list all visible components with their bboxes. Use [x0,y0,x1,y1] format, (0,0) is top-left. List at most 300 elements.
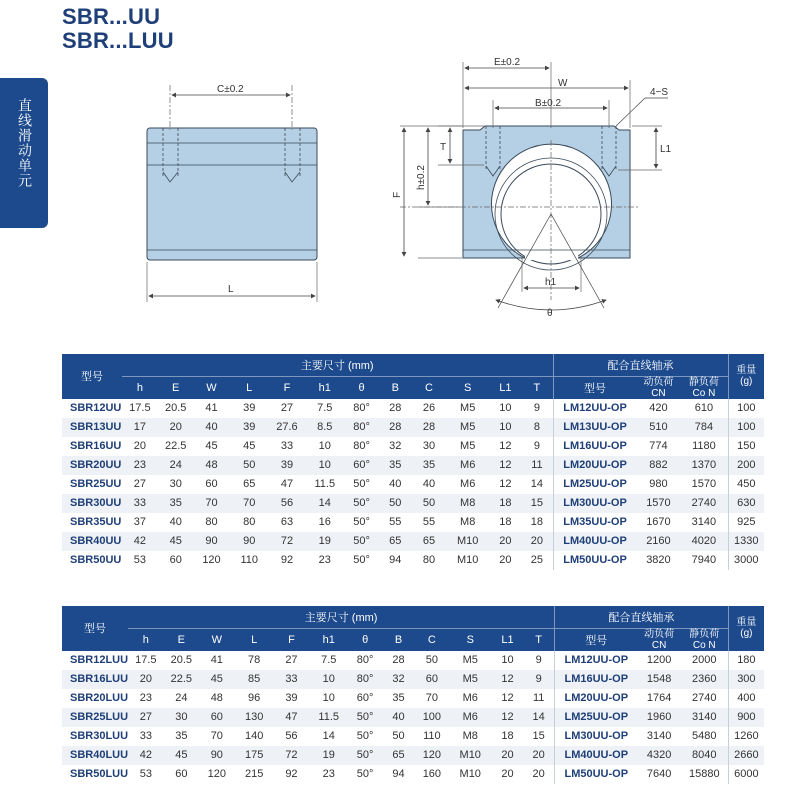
cell-model: SBR30LUU [70,730,129,742]
header-bearing-model: 型号 [553,376,637,399]
table-cell: M5 [446,418,490,437]
table-cell: 7.5 [321,654,337,666]
dim-h-label: h±0.2 [416,165,427,190]
table-cell: 18 [530,516,544,528]
table-cell: 3140 [646,730,672,742]
table-cell: 10 [501,654,514,666]
table-cell: 4320 [637,746,680,765]
table-cell: 40 [422,478,436,490]
table-cell: 35 [378,456,412,475]
table-cell: 882 [637,456,681,475]
cell-bearing-model: LM12UU-OP [553,399,637,418]
table-cell: 17 [122,418,158,437]
table-body-uu [62,399,764,570]
table-cell: 56 [285,730,298,742]
table-cell: 28 [412,418,446,437]
header-dim: T [523,628,554,651]
table-cell: 39 [285,692,298,704]
header-dim: L1 [490,376,522,399]
table-cell: 60 [415,670,448,689]
header-dim: T [521,376,553,399]
table-cell: 11 [521,456,553,475]
table-cell: 33 [274,670,309,689]
table-cell: 980 [649,478,668,490]
header-bearing-group: 配合直线轴承 [553,354,728,376]
table-cell: 47 [280,478,294,490]
table-cell: M5 [449,670,492,689]
table-cell: 400 [728,689,764,708]
dim-w-label: W [558,78,568,89]
table-cell: 24 [175,692,188,704]
table-cell: 9 [523,670,554,689]
table-cell: 37 [133,516,147,528]
table-cell: 5480 [692,730,717,742]
table-cell: 15 [521,494,553,513]
cell-bearing-model: LM12UU-OP [555,651,638,670]
table-cell: 50 [412,494,446,513]
table-cell: 17.5 [129,402,151,414]
table-cell: 12 [499,440,512,452]
table-cell: 150 [728,437,764,456]
technical-drawing [0,0,800,340]
table-cell: 56 [269,494,305,513]
table-cell: M6 [460,478,476,490]
dim-c-label: C±0.2 [217,84,244,95]
table-row [62,437,764,456]
table-cell: 1570 [637,494,681,513]
dim-t-label: T [440,142,447,153]
cell-bearing-model: LM13UU-OP [553,418,637,437]
header-dim: B [382,628,415,651]
table-cell: 80° [353,440,370,452]
table-cell: 100 [728,418,764,437]
table-cell: 28 [392,654,405,666]
table-cell: M6 [462,692,478,704]
table-row [62,494,764,513]
table-cell: 28 [389,402,402,414]
table-cell: 23 [318,554,331,566]
table-cell: 6000 [728,765,764,784]
table-cell: 18 [490,494,522,513]
table-cell: 2740 [680,494,728,513]
table-cell: 27.6 [269,418,305,437]
table-cell: 9 [535,654,542,666]
table-cell: 630 [728,494,764,513]
table-cell: 23 [122,456,158,475]
table-cell: 78 [248,654,261,666]
table-cell: M8 [462,730,478,742]
table-cell: 19 [309,746,348,765]
title-luu: SBR...LUU [62,28,174,53]
table-cell: 20 [128,670,164,689]
cell-bearing-model: LM20UU-OP [553,456,637,475]
table-cell: 65 [378,532,412,551]
cell-bearing-model: LM50UU-OP [555,765,638,784]
table-cell: 20.5 [164,402,187,414]
table-cell: 80 [205,516,218,528]
table-cell: 15880 [688,768,720,780]
cell-bearing-model: LM30UU-OP [555,727,638,746]
table-cell: 925 [728,513,764,532]
table-cell: 60 [169,554,182,566]
table-cell: 14 [305,494,345,513]
table-cell: 9 [533,402,540,414]
table-cell: 45 [243,440,256,452]
table-cell: 90 [199,746,234,765]
table-row [62,670,764,689]
table-cell: 92 [280,554,294,566]
table-row [62,551,764,570]
table-cell: 11.5 [309,708,348,727]
header-dims-group: 主要尺寸 (mm) [128,606,555,628]
header-dim: L1 [492,628,523,651]
table-cell: 50° [356,730,374,742]
table-cell: 24 [158,456,194,475]
header-dim: W [194,376,230,399]
table-cell: 33 [122,494,158,513]
header-dim: E [164,628,200,651]
table-cell: 18 [501,730,514,742]
table-cell: 3140 [681,708,728,727]
table-cell: 7640 [646,768,672,780]
table-cell: 1260 [728,727,764,746]
table-cell: 200 [728,456,764,475]
cell-model: SBR30UU [62,494,122,513]
table-cell: 55 [389,516,402,528]
table-cell: 23 [322,768,335,780]
table-cell: 10 [499,402,512,414]
cell-bearing-model: LM20UU-OP [555,689,638,708]
table-cell: 20 [523,746,554,765]
table-cell: 450 [728,475,764,494]
table-cell: 90 [194,532,230,551]
table-cell: 39 [229,418,269,437]
table-cell: 40 [169,516,182,528]
table-cell: 2160 [637,532,681,551]
front-view [400,62,668,310]
table-row [62,456,764,475]
table-cell: 19 [305,532,345,551]
header-dim: θ [345,376,379,399]
dim-f-label: F [392,191,403,198]
header-dynamic-load: 动负荷 CN [637,628,680,651]
cell-bearing-model: LM40UU-OP [555,746,638,765]
table-cell: 70 [194,494,230,513]
table-cell: 50° [348,708,381,727]
table-cell: 35 [392,692,405,704]
table-cell: 3000 [728,551,764,570]
table-cell: 8 [521,418,553,437]
table-cell: 39 [243,402,256,414]
table-cell: 9 [533,440,540,452]
header-dim: S [449,628,492,651]
header-dim: C [415,628,448,651]
table-cell: 10 [318,440,331,452]
table-cell: 420 [649,402,668,414]
table-cell: 40 [194,418,230,437]
table-cell: 10 [490,418,522,437]
cell-model: SBR20UU [62,456,122,475]
table-cell: 41 [205,402,218,414]
table-cell: 140 [245,730,264,742]
table-cell: 300 [728,670,764,689]
cell-model: SBR16LUU [62,670,128,689]
table-cell: 20 [490,532,522,551]
header-dim: W [199,628,234,651]
table-cell: 40 [389,478,402,490]
cell-model: SBR20LUU [70,692,129,704]
table-cell: 1370 [680,456,728,475]
table-cell: 53 [133,554,147,566]
table-cell: 41 [210,654,223,666]
cell-model: SBR50LUU [70,768,129,780]
table-cell: 12 [492,670,523,689]
table-cell: 4020 [680,532,728,551]
table-cell: 27 [133,478,147,490]
table-cell: 80° [345,418,379,437]
table-cell: 60 [205,478,218,490]
table-cell: 11.5 [314,478,336,490]
table-cell: M6 [446,456,490,475]
cell-model: SBR35UU [70,516,122,528]
table-cell: 22.5 [164,440,187,452]
table-cell: 2740 [692,692,717,704]
table-row [62,513,764,532]
spec-table-luu [62,606,764,784]
table-cell: 11 [532,692,545,704]
table-cell: 55 [422,516,436,528]
header-bearing-group: 配合直线轴承 [555,606,729,628]
cell-model: SBR50UU [70,554,122,566]
dim-h1-label: h1 [545,277,557,288]
table-cell: 100 [415,708,448,727]
table-cell: 16 [318,516,331,528]
table-body-luu [62,651,764,784]
table-cell: 25 [530,554,544,566]
table-cell: 35 [412,456,446,475]
cell-bearing-model: LM25UU-OP [553,475,637,494]
table-cell: 14 [322,730,335,742]
dim-l-label: L [228,284,234,295]
table-cell: 80° [348,670,381,689]
table-cell: 110 [240,554,258,566]
header-dim: h [128,628,164,651]
table-cell: 10 [309,670,348,689]
table-cell: 70 [210,730,223,742]
dim-b-label: B±0.2 [535,98,562,109]
table-cell: 96 [248,692,261,704]
table-cell: 100 [728,399,764,418]
table-cell: 28 [378,418,412,437]
table-cell: 53 [139,768,152,780]
cell-model: SBR25UU [70,478,122,490]
header-dim: C [412,376,446,399]
table-row [62,651,764,670]
header-dim: h [122,376,158,399]
table-cell: 48 [210,692,223,704]
table-cell: 39 [269,456,305,475]
table-cell: 80 [243,516,256,528]
table-cell: 30 [164,708,200,727]
table-cell: 20 [133,440,147,452]
table-cell: 60 [175,768,188,780]
table-cell: 80° [353,402,370,414]
table-cell: 50 [425,654,438,666]
header-dim: E [158,376,194,399]
table-cell: 35 [158,494,194,513]
table-cell: 50° [353,516,370,528]
table-cell: 48 [194,456,230,475]
table-cell: 32 [382,670,415,689]
table-cell: M10 [449,746,492,765]
table-cell: 50° [356,768,374,780]
table-cell: 20 [521,532,553,551]
table-cell: 120 [202,554,221,566]
table-cell: 3820 [646,554,671,566]
table-cell: 1764 [646,692,672,704]
table-cell: 94 [392,768,405,780]
table-row [62,689,764,708]
table-row [62,746,764,765]
dim-theta-label: θ [547,308,553,319]
table-cell: 85 [235,670,274,689]
table-cell: M10 [459,768,481,780]
table-cell: 70 [229,494,269,513]
table-cell: 65 [382,746,415,765]
header-static-load: 静负荷 Co N [681,628,728,651]
cell-model: SBR40LUU [62,746,128,765]
table-cell: 60 [199,708,234,727]
header-dim: L [235,628,274,651]
table-cell: 33 [280,440,294,452]
table-cell: 7.5 [317,402,333,414]
table-cell: 94 [389,554,402,566]
table-cell: M8 [460,516,476,528]
table-cell: 120 [415,746,448,765]
table-cell: 22.5 [164,670,200,689]
table-cell: 42 [128,746,164,765]
title-uu: SBR...UU [62,4,161,29]
table-cell: 14 [530,478,544,490]
header-dim: θ [348,628,381,651]
table-cell: 60° [345,456,379,475]
table-cell: 15 [532,730,545,742]
header-dim: B [378,376,412,399]
dim-l1-label: L1 [660,144,672,155]
table-cell: 20 [532,768,545,780]
cell-bearing-model: LM30UU-OP [553,494,637,513]
table-cell: 26 [422,402,436,414]
cell-model: SBR40UU [62,532,122,551]
table-cell: 900 [728,708,764,727]
table-cell: 8040 [681,746,728,765]
table-cell: 2360 [681,670,728,689]
table-cell: 50° [353,554,370,566]
table-cell: 12 [501,692,514,704]
header-dim: F [269,376,305,399]
table-cell: 110 [423,730,441,742]
table-cell: 20 [499,554,512,566]
table-cell: 10 [305,456,345,475]
cell-bearing-model: LM40UU-OP [553,532,637,551]
cell-bearing-model: LM16UU-OP [553,437,637,456]
table-cell: M8 [446,494,490,513]
table-cell: 23 [139,692,152,704]
cell-bearing-model: LM25UU-OP [555,708,638,727]
header-dim: F [274,628,309,651]
table-cell: 20 [158,418,194,437]
header-dims-group: 主要尺寸 (mm) [122,354,553,376]
table-cell: 14 [523,708,554,727]
table-cell: 50 [392,730,405,742]
header-model: 型号 [62,354,122,399]
table-cell: 12 [492,708,523,727]
table-cell: 50° [345,494,379,513]
table-row [62,418,764,437]
table-cell: 50 [229,456,269,475]
table-cell: 63 [280,516,294,528]
side-view [147,85,317,302]
dim-e-label: E±0.2 [494,57,521,68]
table-cell: 40 [382,708,415,727]
header-bearing-model: 型号 [555,628,638,651]
header-weight: 重量 (g) [728,606,764,651]
header-dynamic-load: 动负荷 CN [637,376,681,399]
header-weight: 重量 (g) [728,354,764,399]
table-cell: 774 [649,440,668,452]
table-cell: 120 [207,768,226,780]
cell-bearing-model: LM35UU-OP [553,513,637,532]
table-cell: 215 [245,768,264,780]
table-cell: 33 [139,730,152,742]
table-cell: 18 [499,516,512,528]
side-tab-label: 直线滑动单元 [16,98,32,188]
table-cell: 2660 [728,746,764,765]
table-row [62,708,764,727]
table-cell: 80 [422,554,436,566]
table-cell: 784 [680,418,728,437]
header-dim: h1 [305,376,345,399]
table-cell: 7940 [691,554,717,566]
header-dim: S [446,376,490,399]
table-cell: 1570 [691,478,717,490]
table-cell: M6 [449,708,492,727]
table-cell: 65 [243,478,256,490]
table-cell: M5 [462,654,478,666]
table-cell: 8.5 [305,418,345,437]
cell-model: SBR13UU [62,418,122,437]
table-cell: 2000 [692,654,717,666]
table-cell: 1670 [646,516,671,528]
table-row [62,475,764,494]
table-cell: 1200 [646,654,672,666]
table-row [62,399,764,418]
table-cell: 130 [235,708,274,727]
table-cell: 27 [280,402,294,414]
table-cell: 60° [356,692,374,704]
table-cell: 1960 [637,708,680,727]
spec-table-uu [62,354,764,570]
cell-model: SBR12UU [70,402,122,414]
table-cell: 92 [285,768,298,780]
cell-bearing-model: LM50UU-OP [553,551,637,570]
table-cell: 45 [158,532,194,551]
table-cell: 175 [235,746,274,765]
table-cell: 45 [199,670,234,689]
table-cell: 42 [122,532,158,551]
table-cell: M10 [456,554,479,566]
cell-model: SBR12LUU [70,654,129,666]
